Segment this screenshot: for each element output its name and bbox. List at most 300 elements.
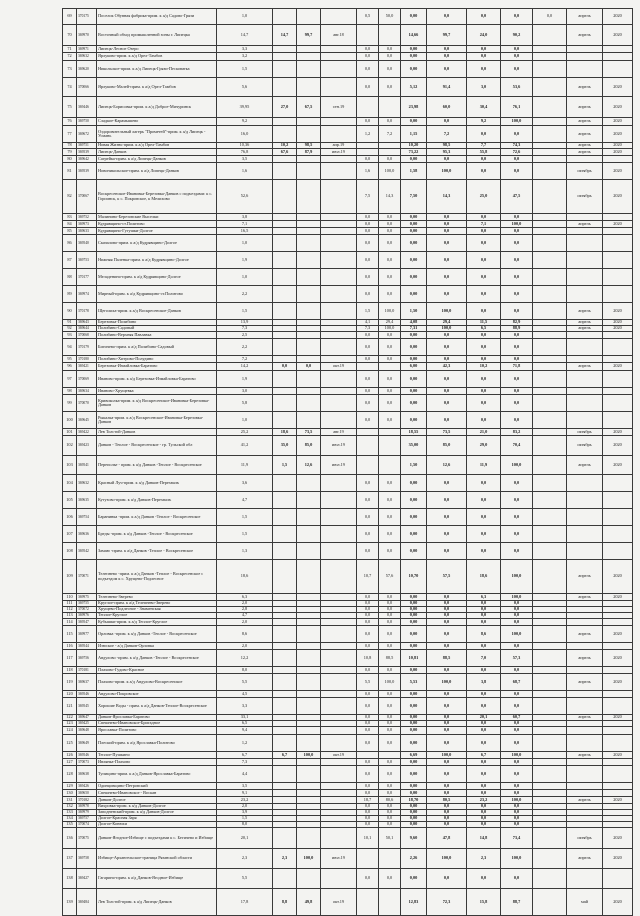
cell-name: Кутузово-прим. к а/д Данков-Перехвалъ: [97, 492, 217, 509]
cell-target-year: 2020: [603, 626, 633, 643]
cell-c-pct: 0,0: [427, 613, 467, 619]
cell-b-pct: 0,0: [379, 235, 401, 252]
cell-a-pct: [297, 332, 321, 339]
cell-length: 11,9: [217, 456, 273, 475]
cell-name: Долгое-Красная Заря: [97, 816, 217, 822]
cell-e-pct: [533, 790, 567, 797]
cell-length: 1,5: [217, 526, 273, 543]
cell-c-pct: 72,3: [427, 889, 467, 916]
cell-e-km: 0,0: [501, 543, 533, 560]
cell-code: 370178: [77, 303, 97, 320]
cell-d-km: 18,6: [467, 560, 501, 594]
cell-month: октябрь: [567, 436, 603, 456]
cell-target-year: 2020: [603, 78, 633, 97]
cell-c-km: 10,70: [401, 560, 427, 594]
cell-code: 369649: [77, 735, 97, 752]
cell-code: 370180: [77, 356, 97, 363]
cell-target-year: [603, 228, 633, 235]
road-status-table: [62, 8, 633, 916]
cell-code: 369650: [77, 790, 97, 797]
cell-month: [567, 619, 603, 626]
cell-code: 369632: [77, 53, 97, 61]
cell-code: 369754: [77, 509, 97, 526]
cell-e-km: 0,0: [501, 53, 533, 61]
cell-a-km: [273, 252, 297, 269]
cell-name: Полибино-Хитрово-Полудино: [97, 356, 217, 363]
cell-a-km: 6,7: [273, 752, 297, 759]
cell-month: апрель: [567, 149, 603, 156]
cell-d-km: 6,5: [467, 326, 501, 332]
cell-b-km: 10,7: [357, 560, 379, 594]
cell-a-km: [273, 650, 297, 667]
cell-year: окт.19: [321, 752, 357, 759]
table-row: [63, 698, 633, 715]
cell-month: [567, 735, 603, 752]
cell-e-km: 0,0: [501, 607, 533, 613]
cell-e-km: 0,0: [501, 303, 533, 320]
cell-code: 369642: [77, 156, 97, 163]
cell-year: [321, 388, 357, 395]
cell-code: 369752: [77, 214, 97, 221]
cell-year: [321, 180, 357, 214]
cell-a-km: [273, 412, 297, 429]
cell-year: [321, 356, 357, 363]
cell-e-km: 0,0: [501, 790, 533, 797]
cell-no: 75: [63, 97, 77, 118]
cell-no: 116: [63, 643, 77, 650]
cell-target-year: [603, 388, 633, 395]
cell-b-pct: 0,0: [379, 118, 401, 126]
cell-month: апрель: [567, 320, 603, 326]
cell-year: [321, 509, 357, 526]
cell-target-year: 2020: [603, 180, 633, 214]
cell-length: 4,5: [217, 691, 273, 698]
cell-month: [567, 269, 603, 286]
cell-a-km: [273, 221, 297, 228]
cell-year: [321, 269, 357, 286]
cell-c-km: 0,00: [401, 735, 427, 752]
cell-b-km: 0,0: [357, 759, 379, 766]
cell-e-pct: [533, 252, 567, 269]
cell-c-km: 0,00: [401, 269, 427, 286]
cell-length: 16,0: [217, 126, 273, 143]
cell-code: 369634: [77, 388, 97, 395]
cell-e-km: 100,0: [501, 456, 533, 475]
cell-b-km: 0,0: [357, 492, 379, 509]
cell-code: 369546: [77, 752, 97, 759]
cell-month: апрель: [567, 118, 603, 126]
cell-no: 84: [63, 221, 77, 228]
cell-length: 9,2: [217, 118, 273, 126]
cell-year: авг.19: [321, 429, 357, 436]
cell-target-year: [603, 412, 633, 429]
cell-a-pct: [297, 9, 321, 25]
cell-d-km: 0,0: [467, 526, 501, 543]
cell-year: [321, 235, 357, 252]
cell-a-pct: [297, 790, 321, 797]
cell-a-km: [273, 626, 297, 643]
cell-c-pct: 0,0: [427, 735, 467, 752]
cell-code: 369970: [77, 25, 97, 46]
cell-year: [321, 667, 357, 674]
cell-c-pct: 100,0: [427, 326, 467, 332]
cell-year: [321, 221, 357, 228]
cell-a-pct: [297, 766, 321, 783]
cell-b-km: 18,7: [357, 797, 379, 804]
cell-no: 114: [63, 619, 77, 626]
cell-code: 370074: [77, 822, 97, 828]
cell-b-pct: 0,0: [379, 543, 401, 560]
cell-month: [567, 869, 603, 889]
cell-name: Авдулово-Покровское: [97, 691, 217, 698]
cell-b-km: 0,0: [357, 643, 379, 650]
cell-no: 137: [63, 849, 77, 869]
cell-year: сен.19: [321, 97, 357, 118]
cell-a-pct: [297, 698, 321, 715]
cell-d-km: 0,0: [467, 395, 501, 412]
cell-e-km: 57,3: [501, 650, 533, 667]
cell-no: 91: [63, 320, 77, 326]
cell-month: [567, 339, 603, 356]
cell-a-km: [273, 735, 297, 752]
cell-length: 17,8: [217, 889, 273, 916]
cell-length: 5,8: [217, 395, 273, 412]
cell-e-pct: [533, 456, 567, 475]
cell-c-km: 0,00: [401, 790, 427, 797]
cell-c-pct: 0,0: [427, 626, 467, 643]
cell-e-km: 53,6: [501, 78, 533, 97]
cell-no: 115: [63, 626, 77, 643]
cell-c-km: 73,22: [401, 149, 427, 156]
cell-year: [321, 626, 357, 643]
cell-a-km: [273, 46, 297, 53]
cell-a-pct: [297, 492, 321, 509]
cell-b-pct: 0,0: [379, 783, 401, 790]
cell-no: 118: [63, 667, 77, 674]
cell-length: 1,0: [217, 235, 273, 252]
cell-target-year: 2020: [603, 118, 633, 126]
cell-year: [321, 53, 357, 61]
cell-e-km: 0,0: [501, 412, 533, 429]
cell-a-pct: [297, 759, 321, 766]
table-row: [63, 889, 633, 916]
cell-b-pct: 0,0: [379, 492, 401, 509]
cell-year: [321, 735, 357, 752]
cell-c-pct: 0,0: [427, 607, 467, 613]
cell-target-year: 2020: [603, 149, 633, 156]
cell-e-km: 0,0: [501, 698, 533, 715]
cell-a-pct: [297, 869, 321, 889]
cell-month: [567, 475, 603, 492]
cell-a-km: 10,2: [273, 143, 297, 149]
cell-month: апрель: [567, 650, 603, 667]
table-row: [63, 332, 633, 339]
cell-c-km: 5,53: [401, 674, 427, 691]
cell-no: 108: [63, 543, 77, 560]
cell-b-pct: 0,0: [379, 869, 401, 889]
cell-e-pct: [533, 286, 567, 303]
cell-d-km: 0,0: [467, 790, 501, 797]
cell-a-pct: 85,0: [297, 436, 321, 456]
cell-b-pct: 0,0: [379, 509, 401, 526]
table-row: [63, 735, 633, 752]
cell-year: [321, 9, 357, 25]
table-row: [63, 180, 633, 214]
cell-no: 97: [63, 371, 77, 388]
cell-a-pct: [297, 221, 321, 228]
cell-e-km: 76,1: [501, 97, 533, 118]
cell-target-year: 2020: [603, 674, 633, 691]
table-row: [63, 828, 633, 849]
cell-name: Одинцовщино-Петровский: [97, 783, 217, 790]
cell-b-pct: 0,0: [379, 371, 401, 388]
cell-a-pct: [297, 53, 321, 61]
cell-a-pct: 67,5: [297, 97, 321, 118]
cell-length: 3,8: [217, 214, 273, 221]
cell-year: [321, 492, 357, 509]
cell-c-pct: 99,7: [427, 25, 467, 46]
cell-e-pct: [533, 395, 567, 412]
cell-e-pct: [533, 849, 567, 869]
cell-a-km: 67,6: [273, 149, 297, 156]
cell-code: 369546: [77, 691, 97, 698]
cell-d-km: 0,0: [467, 235, 501, 252]
cell-a-km: [273, 286, 297, 303]
cell-code: 370075: [77, 828, 97, 849]
cell-code: 369974: [77, 286, 97, 303]
cell-month: октябрь: [567, 163, 603, 180]
cell-a-km: [273, 492, 297, 509]
cell-c-km: 0,00: [401, 46, 427, 53]
cell-e-km: 0,0: [501, 619, 533, 626]
cell-a-km: [273, 126, 297, 143]
cell-e-km: 100,0: [501, 626, 533, 643]
cell-d-km: 20,1: [467, 715, 501, 721]
cell-c-km: 0,00: [401, 721, 427, 727]
cell-code: 369539: [77, 163, 97, 180]
cell-e-pct: [533, 560, 567, 594]
cell-length: 7,3: [217, 326, 273, 332]
cell-name: Теплое-Круглое: [97, 613, 217, 619]
cell-length: 1,5: [217, 509, 273, 526]
cell-no: 132: [63, 804, 77, 810]
cell-b-pct: 0,0: [379, 395, 401, 412]
cell-month: [567, 356, 603, 363]
cell-no: 88: [63, 269, 77, 286]
cell-b-pct: 0,0: [379, 156, 401, 163]
cell-name: Орловка -прим. к а/д Данков -Теплое - Воскресенское: [97, 626, 217, 643]
cell-b-pct: 0,0: [379, 286, 401, 303]
cell-d-km: 6,3: [467, 594, 501, 601]
cell-month: [567, 691, 603, 698]
cell-c-pct: 0,0: [427, 286, 467, 303]
cell-e-pct: [533, 543, 567, 560]
cell-c-km: 23,98: [401, 97, 427, 118]
cell-month: [567, 509, 603, 526]
cell-code: 369422: [77, 429, 97, 436]
cell-e-pct: [533, 46, 567, 53]
cell-code: 369979: [77, 810, 97, 816]
cell-a-pct: [297, 356, 321, 363]
cell-d-km: 8,6: [467, 626, 501, 643]
cell-e-km: 0,0: [501, 9, 533, 25]
cell-e-km: 0,0: [501, 388, 533, 395]
cell-c-pct: 0,0: [427, 156, 467, 163]
cell-b-km: 0,0: [357, 286, 379, 303]
cell-c-km: 9,60: [401, 828, 427, 849]
cell-no: 120: [63, 691, 77, 698]
cell-b-km: 0,0: [357, 810, 379, 816]
cell-c-pct: 0,0: [427, 816, 467, 822]
cell-name: Бреды -прим. к а/д Данков -Теплое - Воскресенское: [97, 526, 217, 543]
cell-e-pct: [533, 163, 567, 180]
cell-e-pct: [533, 759, 567, 766]
cell-no: 104: [63, 475, 77, 492]
table-row: [63, 221, 633, 228]
cell-b-km: 0,0: [357, 46, 379, 53]
cell-c-km: 0,00: [401, 252, 427, 269]
cell-e-pct: [533, 797, 567, 804]
table-row: [63, 526, 633, 543]
cell-month: [567, 698, 603, 715]
cell-c-pct: 0,0: [427, 371, 467, 388]
cell-code: 369427: [77, 869, 97, 889]
cell-b-km: 4,1: [357, 320, 379, 326]
cell-b-km: 0,0: [357, 78, 379, 97]
cell-c-km: 0,00: [401, 822, 427, 828]
cell-e-pct: [533, 735, 567, 752]
cell-b-km: [357, 889, 379, 916]
cell-a-km: [273, 691, 297, 698]
cell-b-pct: 0,0: [379, 475, 401, 492]
cell-year: июл.19: [321, 849, 357, 869]
cell-b-km: 0,0: [357, 395, 379, 412]
cell-target-year: [603, 356, 633, 363]
cell-code: 369484: [77, 889, 97, 916]
cell-b-km: 0,0: [357, 816, 379, 822]
cell-target-year: 2020: [603, 456, 633, 475]
cell-no: 79: [63, 149, 77, 156]
cell-d-km: 14,8: [467, 828, 501, 849]
cell-a-km: [273, 594, 297, 601]
cell-d-km: 0,0: [467, 601, 501, 607]
cell-name: Лев Толстой-Данков: [97, 429, 217, 436]
cell-length: 4,4: [217, 766, 273, 783]
cell-no: 90: [63, 303, 77, 320]
cell-target-year: [603, 543, 633, 560]
cell-e-km: 0,0: [501, 822, 533, 828]
table-row: [63, 849, 633, 869]
table-row: [63, 126, 633, 143]
cell-c-pct: 80,5: [427, 797, 467, 804]
table-row: [63, 228, 633, 235]
table-row: [63, 53, 633, 61]
cell-d-km: 3,8: [467, 674, 501, 691]
cell-c-pct: 100,0: [427, 674, 467, 691]
cell-a-km: [273, 395, 297, 412]
cell-year: [321, 828, 357, 849]
cell-d-km: 0,0: [467, 619, 501, 626]
cell-c-km: 0,00: [401, 869, 427, 889]
table-row: [63, 356, 633, 363]
cell-b-pct: 29,4: [379, 320, 401, 326]
cell-b-pct: 50,1: [379, 828, 401, 849]
cell-code: 369633: [77, 228, 97, 235]
cell-a-km: [273, 543, 297, 560]
cell-code: 369644: [77, 326, 97, 332]
cell-a-pct: [297, 828, 321, 849]
cell-a-pct: [297, 252, 321, 269]
cell-no: 101: [63, 429, 77, 436]
cell-c-pct: 0,0: [427, 869, 467, 889]
cell-a-km: [273, 180, 297, 214]
cell-b-km: 7,5: [357, 180, 379, 214]
table-row: [63, 869, 633, 889]
cell-name: Круглое-прим. к а/д Телепнево-Зверево: [97, 601, 217, 607]
cell-b-km: 10,1: [357, 828, 379, 849]
cell-b-km: 0,0: [357, 667, 379, 674]
table-row: [63, 25, 633, 46]
cell-c-km: 14,66: [401, 25, 427, 46]
cell-b-km: 0,0: [357, 715, 379, 721]
cell-target-year: 2020: [603, 594, 633, 601]
cell-no: 99: [63, 395, 77, 412]
cell-month: [567, 766, 603, 783]
cell-target-year: [603, 667, 633, 674]
cell-c-km: 0,00: [401, 783, 427, 790]
cell-c-pct: 0,0: [427, 509, 467, 526]
cell-d-km: 0,0: [467, 163, 501, 180]
cell-no: 78: [63, 143, 77, 149]
cell-b-km: 1,2: [357, 126, 379, 143]
cell-e-pct: [533, 339, 567, 356]
cell-a-km: [273, 828, 297, 849]
cell-c-pct: 98,5: [427, 143, 467, 149]
cell-c-km: 0,00: [401, 286, 427, 303]
cell-month: апрель: [567, 674, 603, 691]
cell-c-pct: 0,0: [427, 214, 467, 221]
cell-c-pct: 60,0: [427, 97, 467, 118]
cell-code: 370072: [77, 607, 97, 613]
cell-b-km: 0,0: [357, 156, 379, 163]
cell-target-year: [603, 766, 633, 783]
cell-month: апрель: [567, 626, 603, 643]
cell-b-km: 0,0: [357, 601, 379, 607]
cell-e-km: 47,5: [501, 180, 533, 214]
cell-b-pct: 0,0: [379, 607, 401, 613]
cell-no: 134: [63, 816, 77, 822]
table-row: [63, 388, 633, 395]
cell-c-pct: 0,0: [427, 727, 467, 735]
table-row: [63, 9, 633, 25]
cell-length: 1,5: [217, 61, 273, 78]
cell-no: 131: [63, 797, 77, 804]
cell-a-pct: [297, 180, 321, 214]
cell-year: [321, 395, 357, 412]
cell-a-pct: [297, 78, 321, 97]
cell-e-km: 0,0: [501, 332, 533, 339]
cell-b-km: 0,0: [357, 869, 379, 889]
cell-e-pct: [533, 626, 567, 643]
cell-b-km: 0,0: [357, 607, 379, 613]
cell-c-km: 0,00: [401, 715, 427, 721]
cell-e-km: 83,2: [501, 429, 533, 436]
cell-e-km: 0,0: [501, 727, 533, 735]
cell-a-km: [273, 475, 297, 492]
cell-d-km: 0,0: [467, 727, 501, 735]
cell-code: 370069: [77, 371, 97, 388]
cell-target-year: 2020: [603, 849, 633, 869]
